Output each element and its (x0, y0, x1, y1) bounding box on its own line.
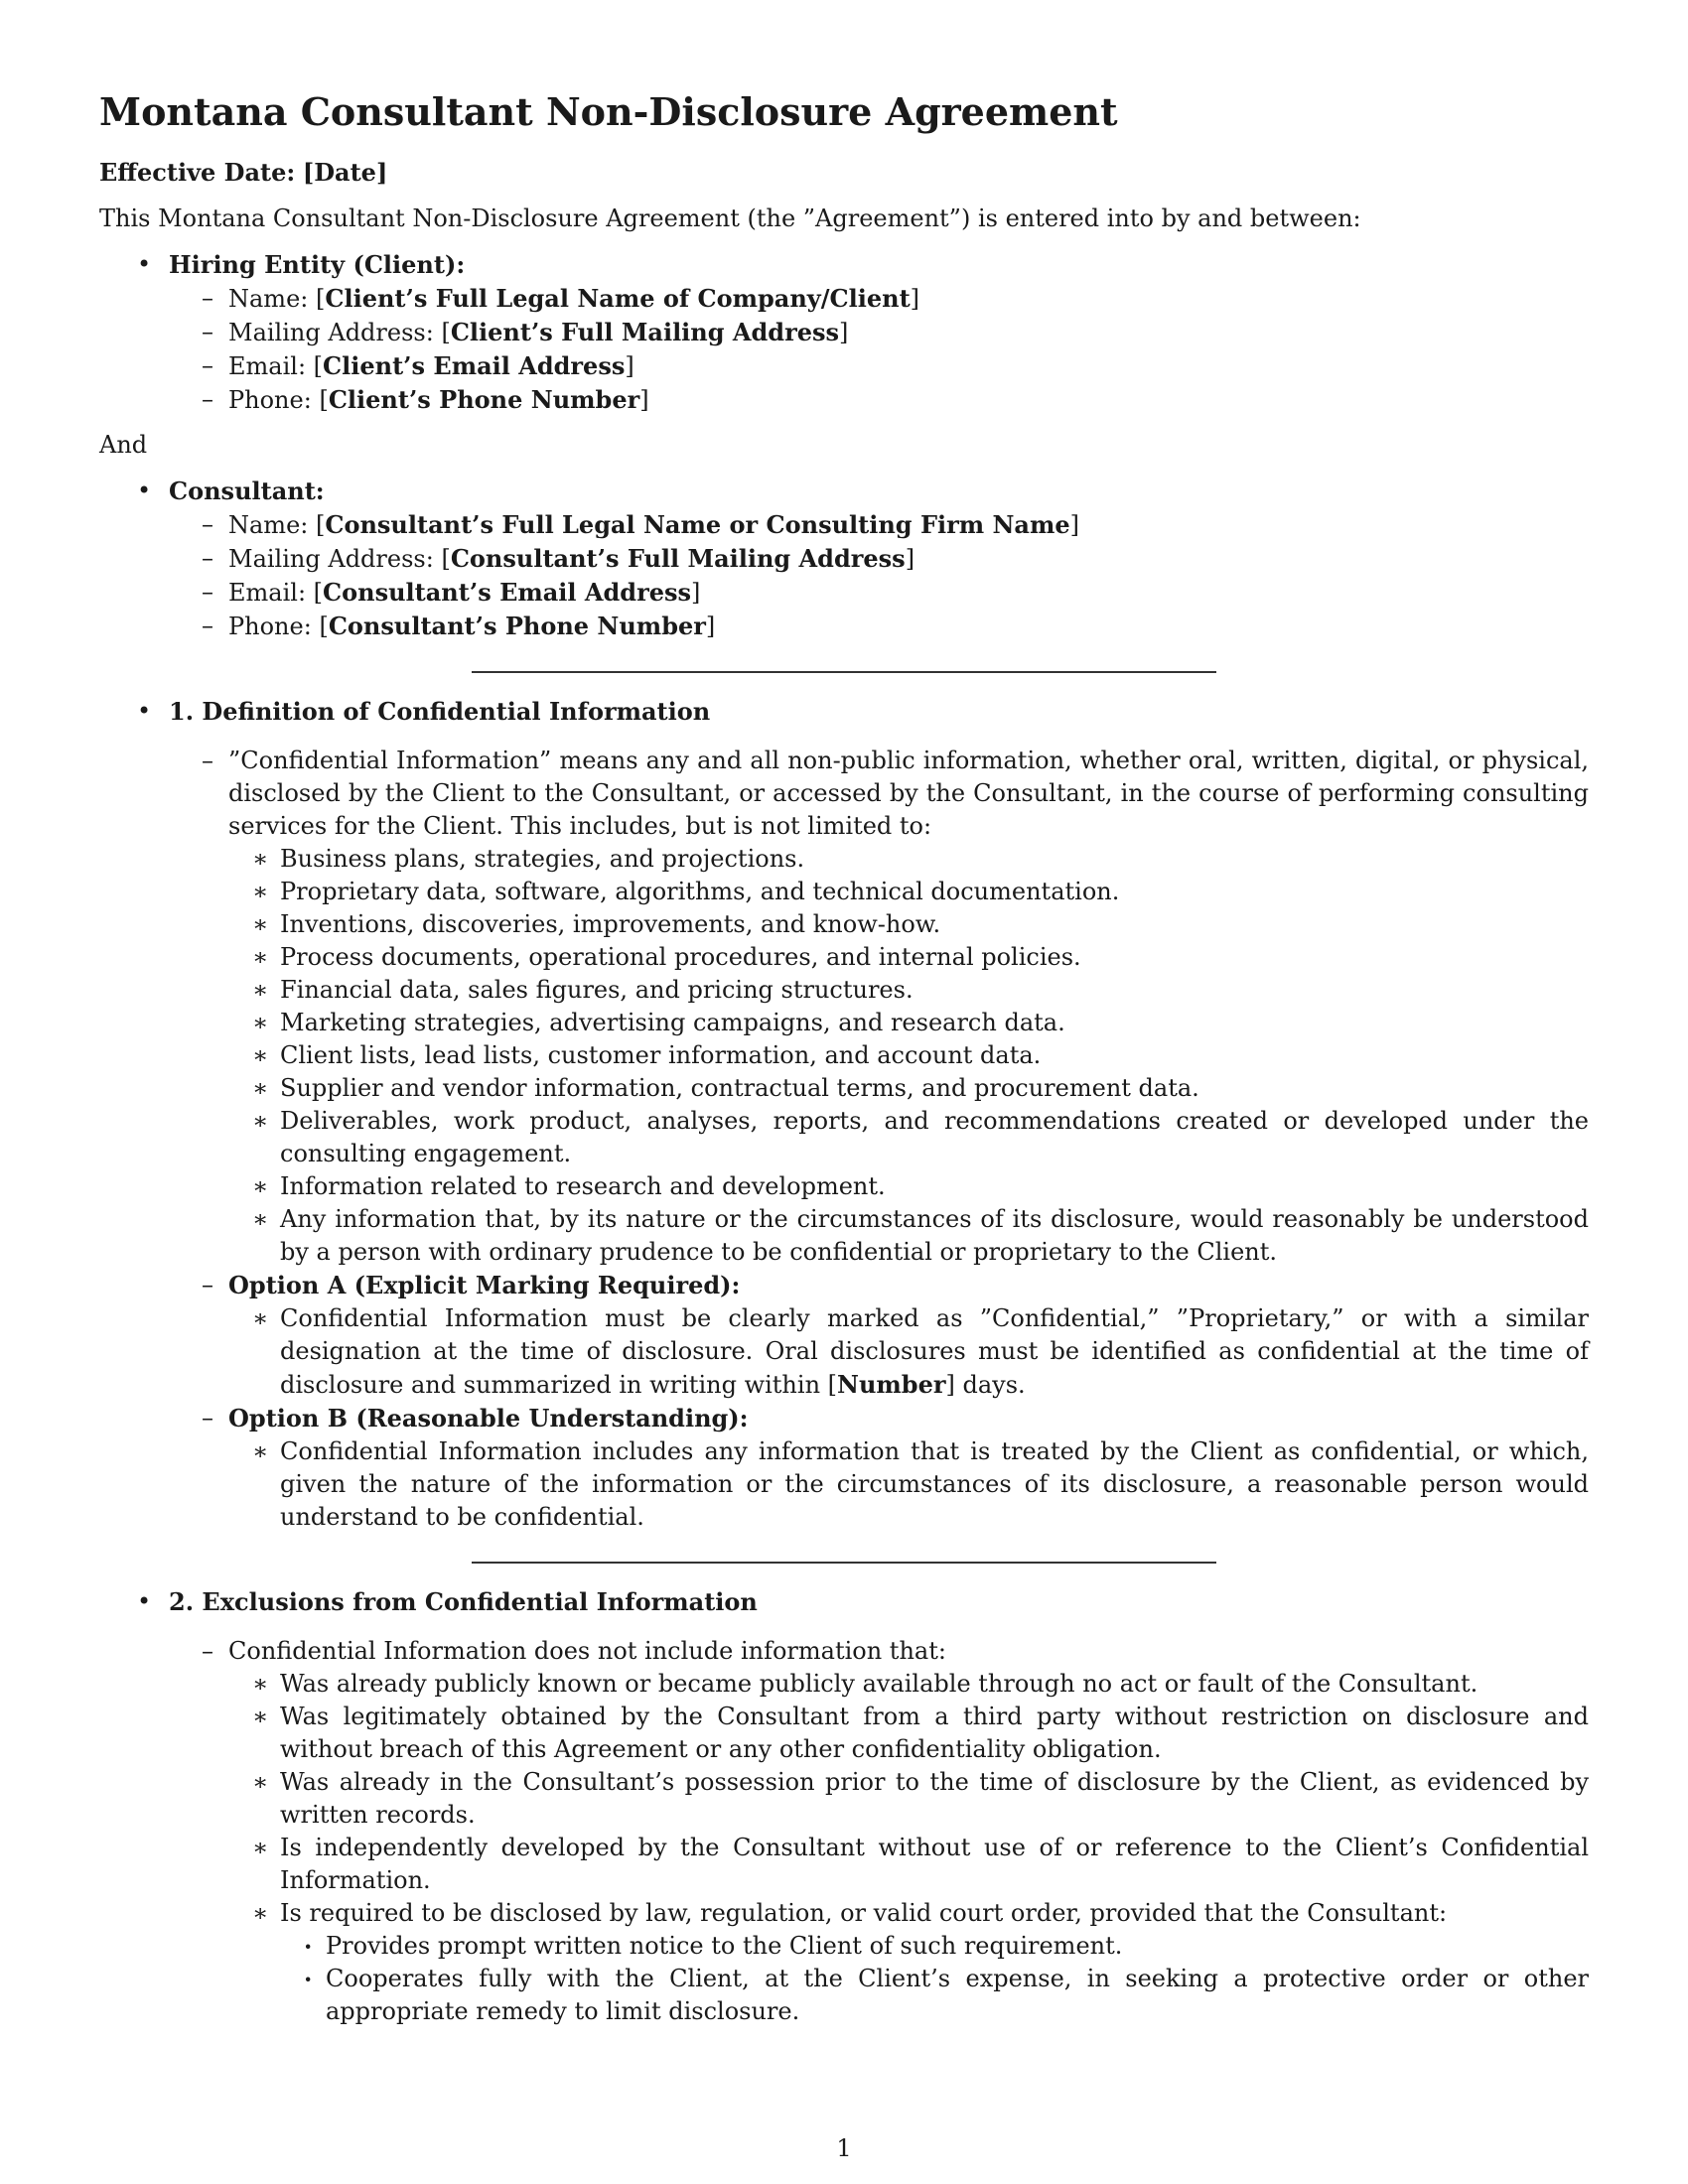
document-page (99, 87, 1589, 2028)
definition-item: – ”Confidential Information” means any and all non-public information, whether oral, written, digital, or physical, disclosed by the Client to the Consultant, or accessed by the Consultant, in the course of performing consulting services for the Client. This includes, but is not limited to: ∗ Business plans, strategies, and projections. ∗ Proprietary data, software, algorithms, and technical documentation. ∗ Inventions, discoveries, improvements, and know-how. ∗ Process documents, operational procedures, and internal policies. ∗ Financial data, sales figures, and pricing structures. ∗ Marketing strategies, advertising campaigns, and research data. ∗ Client lists, lead lists, customer information, and account data. ∗ Supplier and vendor information, contractual terms, and procurement data. ∗ Deliverables, work product, analyses, reports, and recommendations created or developed under the consulting engagement. ∗ Information related to research and development. ∗ Any information that, by its nature or the circumstances of its disclosure, would reasonably be understood by a person with ordinary prudence to be confidential or proprietary to the Client. (169, 745, 1589, 1269)
section-divider (472, 1562, 1216, 1564)
list-item: ∗ Was already in the Consultant’s possession prior to the time of disclosure by the Client, as evidenced by written records. (228, 1766, 1589, 1832)
and-text: And (99, 431, 148, 459)
exclusions-item: – Confidential Information does not include information that: ∗ Was already publicly known or became publicly available through no act or fault of the Consultant. ∗ Was legitimately obtained by the Consultant from a third party without restriction on disclosure and without breach of this Agreement or any other confidentiality obligation. ∗ Was already in the Consultant’s possession prior to the time of disclosure by the Client, as evidenced by written records. ∗ Is independently developed by the Consultant without use of or reference to the Client’s Confidential Information. ∗ Is required to be disclosed by law, regulation, or valid court order, provided that the Consultant: · Provides prompt written notice to the Client of such requirement. · Cooperates fully with the Client, at the Client’s expense, in seeking a protective order or other appropriate remedy to limit disclosure. (169, 1635, 1589, 2028)
section-2 (99, 1585, 1589, 2028)
client-phone-field: – Phone: [Client’s Phone Number] (169, 383, 1589, 417)
client-name-field: – Name: [Client’s Full Legal Name of Company/Client] (169, 282, 1589, 316)
client-block (99, 248, 1589, 417)
consultant-name-field: – Name: [Consultant’s Full Legal Name or Consulting Firm Name] (169, 508, 1589, 542)
effective-date-value: [Date] (302, 158, 388, 187)
option-a (169, 1269, 1589, 1402)
option-a-text: ∗ Confidential Information must be clearly marked as ”Confidential,” ”Proprietary,” or with a similar designation at the time of disclosure. Oral disclosures must be identified as confidential at the time of disclosure and summarized in writing within [Number] days. (228, 1302, 1589, 1402)
list-item: ∗ Client lists, lead lists, customer information, and account data. (228, 1039, 1589, 1072)
list-item: ∗ Proprietary data, software, algorithms, and technical documentation. (228, 876, 1589, 908)
consultant-heading: Consultant: (169, 477, 325, 505)
consultant-address-field: – Mailing Address: [Consultant’s Full Mailing Address] (169, 542, 1589, 576)
list-item: ∗ Marketing strategies, advertising campaigns, and research data. (228, 1007, 1589, 1039)
consultant-email-field: – Email: [Consultant’s Email Address] (169, 576, 1589, 610)
section-1-heading: 1. Definition of Confidential Information (169, 697, 711, 726)
sub-list-item: · Provides prompt written notice to the Client of such requirement. (280, 1930, 1589, 1963)
list-item: ∗ Is independently developed by the Consultant without use of or reference to the Client’s Confidential Information. (228, 1832, 1589, 1897)
list-item: ∗ Business plans, strategies, and projections. (228, 843, 1589, 876)
document-title: Montana Consultant Non-Disclosure Agreement (99, 89, 1118, 134)
list-item: ∗ Any information that, by its nature or the circumstances of its disclosure, would reasonably be understood by a person with ordinary prudence to be confidential or proprietary to the Client. (228, 1203, 1589, 1269)
sub-list-item: · Cooperates fully with the Client, at the Client’s expense, in seeking a protective order or other appropriate remedy to limit disclosure. (280, 1963, 1589, 2028)
effective-date-label: Effective Date: (99, 158, 296, 187)
section-divider (472, 671, 1216, 673)
section-2-heading: 2. Exclusions from Confidential Information (169, 1587, 758, 1616)
list-item: ∗ Information related to research and development. (228, 1170, 1589, 1203)
list-item: ∗ Financial data, sales figures, and pricing structures. (228, 974, 1589, 1007)
option-a-heading: Option A (Explicit Marking Required): (228, 1271, 741, 1299)
list-item: ∗ Is required to be disclosed by law, regulation, or valid court order, provided that the Consultant: · Provides prompt written notice to the Client of such requirement. · Cooperates fully with the Client, at the Client’s expense, in seeking a protective order or other appropriate remedy to limit disclosure. (228, 1897, 1589, 2028)
list-item: ∗ Inventions, discoveries, improvements, and know-how. (228, 908, 1589, 941)
option-b-text: ∗ Confidential Information includes any information that is treated by the Client as confidential, or which, given the nature of the information or the circumstances of its disclosure, a reasonable person would understand to be confidential. (228, 1435, 1589, 1534)
option-b (169, 1402, 1589, 1534)
list-item: ∗ Was already publicly known or became publicly available through no act or fault of the Consultant. (228, 1668, 1589, 1701)
client-address-field: – Mailing Address: [Client’s Full Mailing Address] (169, 316, 1589, 349)
option-b-heading: Option B (Reasonable Understanding): (228, 1404, 749, 1433)
list-item: ∗ Deliverables, work product, analyses, reports, and recommendations created or developed under the consulting engagement. (228, 1105, 1589, 1170)
intro-paragraph: This Montana Consultant Non-Disclosure Agreement (the ”Agreement”) is entered into by and between: (99, 205, 1361, 232)
page-number: 1 (836, 2134, 852, 2162)
client-list (99, 248, 1589, 417)
consultant-list (99, 475, 1589, 643)
consultant-block (99, 475, 1589, 643)
list-item: ∗ Was legitimately obtained by the Consultant from a third party without restriction on disclosure and without breach of this Agreement or any other confidentiality obligation. (228, 1701, 1589, 1766)
client-heading: Hiring Entity (Client): (169, 250, 466, 279)
effective-date (99, 157, 1589, 189)
client-email-field: – Email: [Client’s Email Address] (169, 349, 1589, 383)
list-item: ∗ Process documents, operational procedures, and internal policies. (228, 941, 1589, 974)
list-item: ∗ Supplier and vendor information, contractual terms, and procurement data. (228, 1072, 1589, 1105)
section-1 (99, 695, 1589, 1534)
consultant-phone-field: – Phone: [Consultant’s Phone Number] (169, 610, 1589, 643)
